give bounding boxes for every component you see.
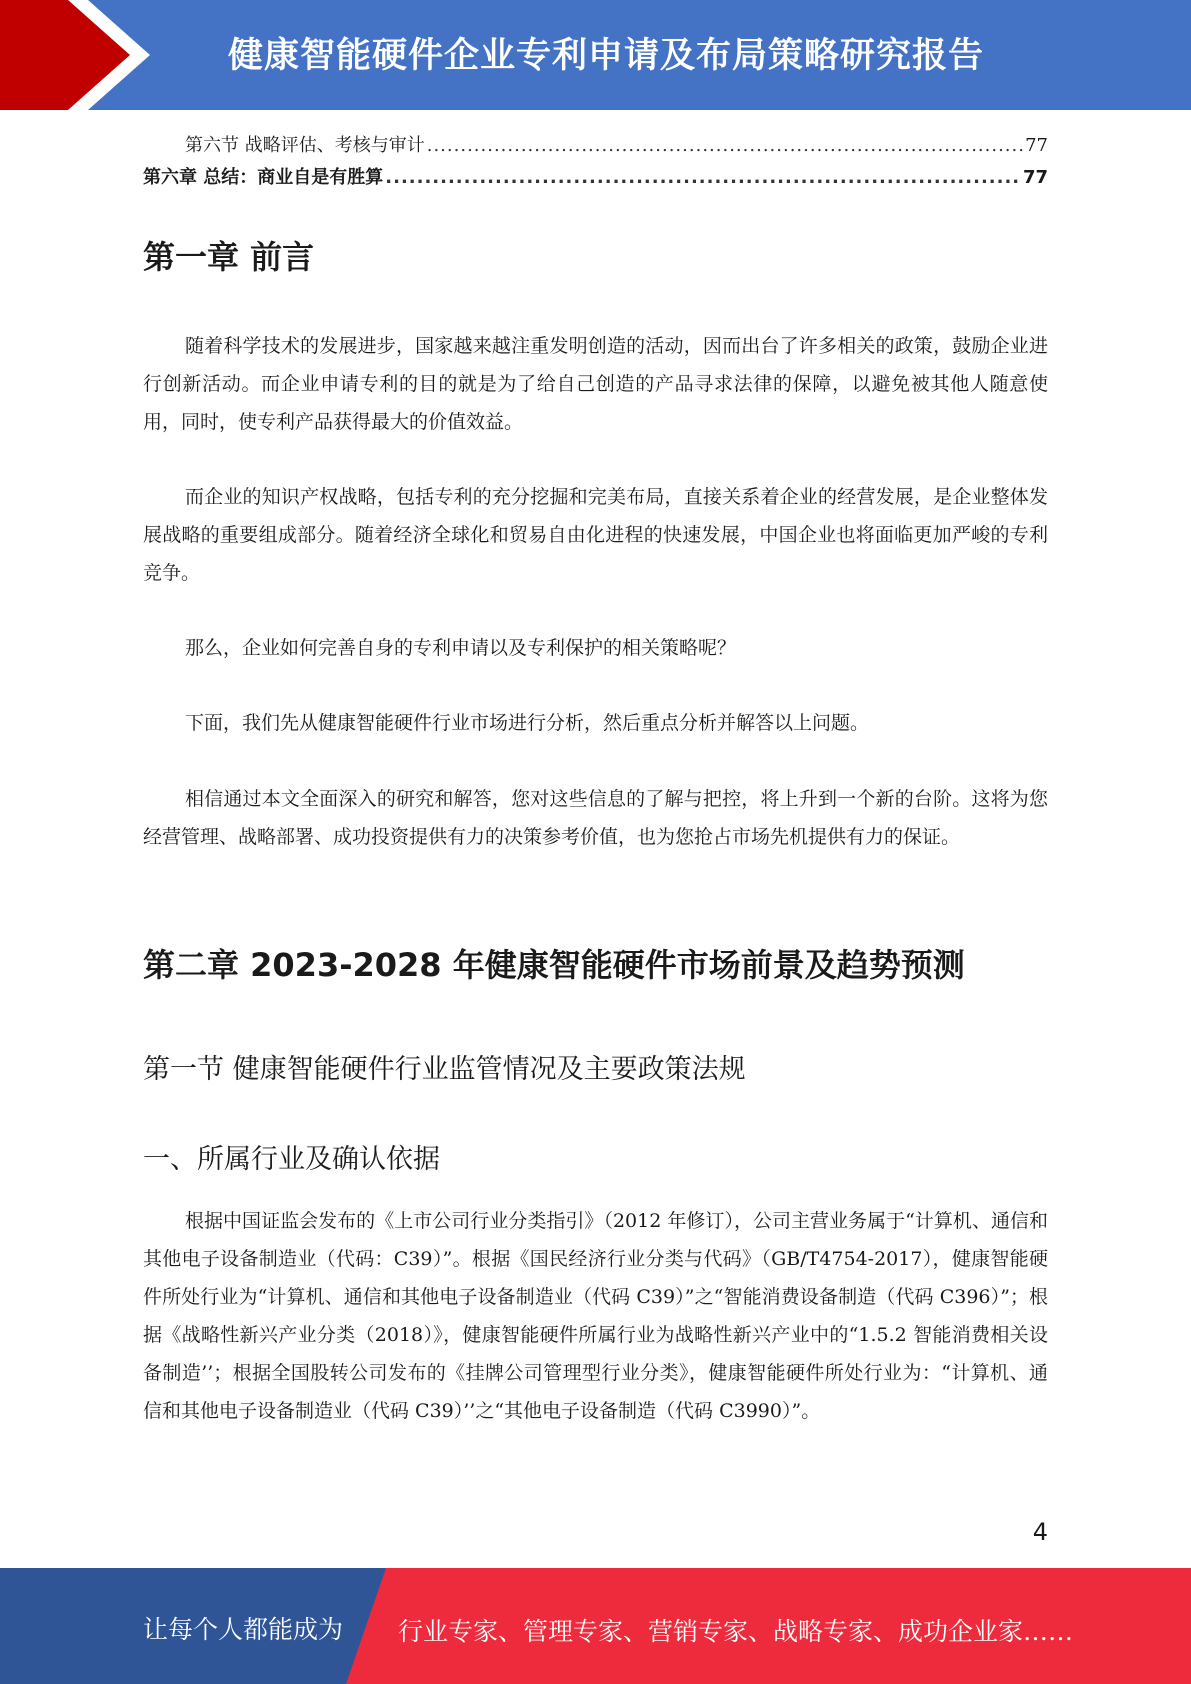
body-paragraph: 而企业的知识产权战略，包括专利的充分挖掘和完美布局，直接关系着企业的经营发展，是企业整体发展战略的重要组成部分。随着经济全球化和贸易自由化进程的快速发展，中国企业也将面临更加严峻的专利竞争。	[143, 486, 1048, 584]
toc-entry-page: 77	[1022, 167, 1048, 188]
body-paragraph: 根据中国证监会发布的《上市公司行业分类指引》（2012 年修订），公司主营业务属于“计算机、通信和其他电子设备制造业（代码：C39）”。根据《国民经济行业分类与代码》（GB/T4754-2017），健康智能硬件所处行业为“计算机、通信和其他电子设备制造业（代码 C39）”之“智能消费设备制造（代码 C396）”；根据《战略性新兴产业分类（2018）》，健康智能硬件所属行业为战略性新兴产业中的“1.5.2 智能消费相关设备制造’’；根据全国股转公司发布的《挂牌公司管理型行业分类》，健康智能硬件所处行业为：“计算机、通信和其他电子设备制造业（代码 C39）’’之“其他电子设备制造（代码 C3990）”。	[143, 1210, 1048, 1422]
toc-entry-page: 77	[1025, 135, 1048, 156]
report-title: 健康智能硬件企业专利申请及布局策略研究报告	[228, 36, 985, 76]
body-paragraph: 那么，企业如何完善自身的专利申请以及专利保护的相关策略呢？	[185, 637, 737, 659]
body-paragraph: 随着科学技术的发展进步，国家越来越注重发明创造的活动，因而出台了许多相关的政策，鼓励企业进行创新活动。而企业申请专利的目的就是为了给自己创造的产品寻求法律的保障，以避免被其他人随意使用，同时，使专利产品获得最大的价值效益。	[143, 335, 1048, 433]
header-banner	[0, 0, 1191, 110]
page-number: 4	[1032, 1518, 1048, 1546]
toc-entry-title: 第六章 总结：商业自是有胜算	[143, 167, 384, 188]
chapter-heading: 第二章 2023-2028 年健康智能硬件市场前景及趋势预测	[143, 946, 965, 984]
body-paragraph: 相信通过本文全面深入的研究和解答，您对这些信息的了解与把控，将上升到一个新的台阶。这将为您经营管理、战略部署、成功投资提供有力的决策参考价值，也为您抢占市场先机提供有力的保证。	[143, 788, 1048, 848]
toc-entry-title: 第六节 战略评估、考核与审计	[185, 135, 425, 156]
toc-leader-dots	[385, 167, 1021, 188]
toc-entry-section[interactable]	[185, 131, 1048, 157]
footer-banner	[0, 1568, 1191, 1684]
subsection-heading: 一、所属行业及确认依据	[143, 1144, 440, 1175]
toc-entry-chapter[interactable]	[143, 163, 1048, 189]
footer-slogan-roles: 行业专家、管理专家、营销专家、战略专家、成功企业家……	[398, 1617, 1074, 1646]
footer-slogan-lead: 让每个人都能成为	[143, 1615, 344, 1644]
section-heading: 第一节 健康智能硬件行业监管情况及主要政策法规	[143, 1054, 746, 1085]
chapter-heading: 第一章 前言	[143, 238, 315, 276]
toc-leader-dots	[427, 135, 1023, 156]
body-paragraph: 下面，我们先从健康智能硬件行业市场进行分析，然后重点分析并解答以上问题。	[185, 712, 870, 734]
